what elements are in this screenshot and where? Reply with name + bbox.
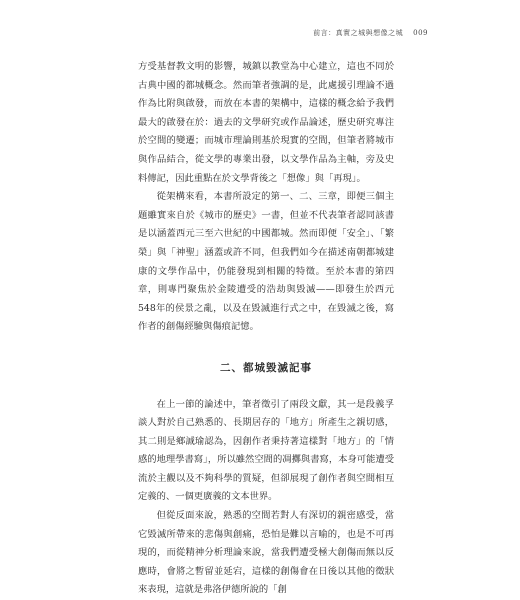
paragraph-2: 從架構來看，本書所設定的第一、二、三章，即便三個主題雖實來自於《城市的歷史》一書，但並不代表筆者認同該書是以涵蓋西元三至六世紀的中國都城。然而即便「安全」、「繁榮」與「神聖」涵蓋或許不同，但我們如今在描述南朝都城建康的文學作品中，仍能發現到相關的特徵。至於本書的第四章，則專門聚焦於金陵遭受的浩劫與毀滅——即發生於西元548年的侯景之亂，以及在毀滅進行式之中，在毀滅之後，寫作者的創傷經驗與傷痕記憶。 [138, 191, 394, 333]
paragraph-1: 方受基督教文明的影響，城鎮以教堂為中心建立，這也不同於古典中國的都城概念。然而筆者強調的是，此處援引理論不過作為比附與啟發，而放在本書的架構中，這樣的概念給予我們最大的啟發在於：過去的文學研究或作品論述，歷史研究專注於空間的變遷；而城市理論則基於現實的空間，但筆者將城市與作品結合，從文學的專業出發，以文學作品為主軸，旁及史料傳記，因此重點在於文學背後之「想像」與「再現」。 [138, 61, 394, 184]
body-text [138, 58, 394, 600]
paragraph-3: 在上一節的論述中，筆者徵引了兩段文獻，其一是段義孚談人對於自己熟悉的、長期居存的「地方」所產生之親切感，其二則是鄉誠瑜認為，因創作者秉持著這樣對「地方」的「情感的地理學書寫」，所以雖然空間的凋擲與書寫，本身可能遭受流於主觀以及不夠科學的質疑，但卻展現了創作者與空間相互定義的、一個更廣義的文本世界。 [138, 398, 394, 503]
running-header [313, 28, 428, 38]
section-heading: 二、都城毀滅記事 [220, 361, 312, 374]
page-number: 009 [413, 29, 428, 37]
paragraph-4: 但從反面來說，熟悉的空間若對人有深切的親密感受，當它毀滅所帶來的悲傷與創痛，恐怕是難以言喻的，也是不可再現的，而從精神分析理論來說，當我們遭受極大創傷而無以反應時，會將之暫留並延宕，這樣的創傷會在日後以其他的徵狀來表現，這就是弗洛伊德所說的「創 [138, 510, 394, 596]
chapter-title: 前言：真實之城與想像之城 [313, 29, 404, 37]
